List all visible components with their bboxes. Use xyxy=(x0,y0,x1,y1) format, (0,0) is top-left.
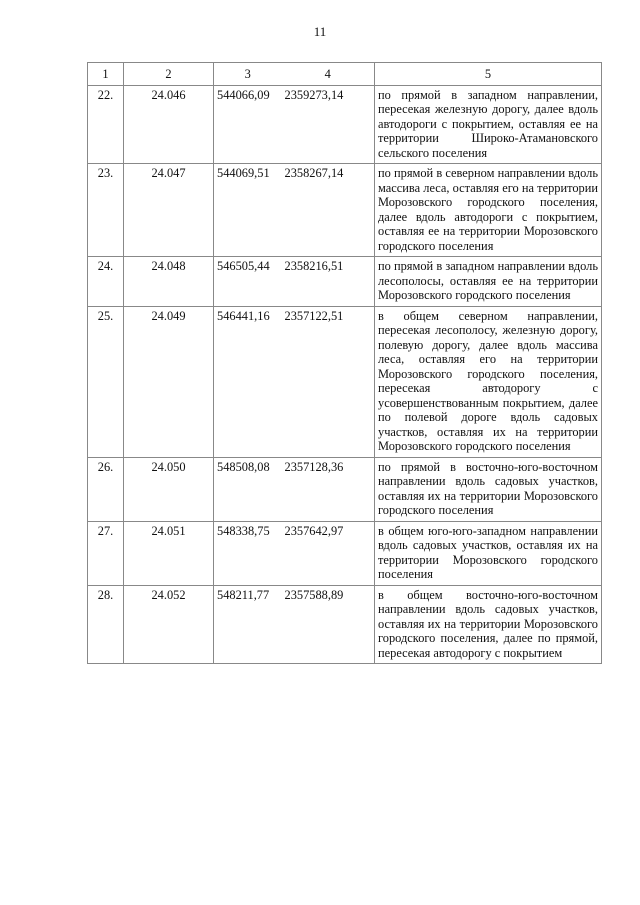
boundary-description: в общем северном направлении, пересекая лесополосу, железную дорогу, полевую дорогу, далее вдоль массива леса, оставляя его на территории Морозовского городского поселения, пересекая автодорогу с усовершенствованным покрытием, далее по полевой дороге вдоль садовых участков, оставляя их на территории Морозовского городского поселения xyxy=(375,306,602,457)
coord-y: 2357588,89 xyxy=(282,585,375,664)
row-number: 27. xyxy=(88,521,124,585)
boundary-description: в общем юго-юго-западном направлении вдоль садовых участков, оставляя их на территории Морозовского городского поселения xyxy=(375,521,602,585)
boundary-table xyxy=(87,62,602,664)
point-id: 24.050 xyxy=(124,457,214,521)
coord-y: 2358216,51 xyxy=(282,257,375,307)
header-col-1: 1 xyxy=(88,63,124,86)
header-col-5: 5 xyxy=(375,63,602,86)
point-id: 24.051 xyxy=(124,521,214,585)
coord-y: 2357128,36 xyxy=(282,457,375,521)
coord-x: 546441,16 xyxy=(214,306,282,457)
coord-x: 548338,75 xyxy=(214,521,282,585)
coord-x: 544066,09 xyxy=(214,85,282,164)
row-number: 28. xyxy=(88,585,124,664)
table-row xyxy=(88,585,602,664)
header-col-4: 4 xyxy=(282,63,375,86)
point-id: 24.046 xyxy=(124,85,214,164)
header-row xyxy=(88,63,602,86)
page-number: 11 xyxy=(313,24,327,39)
boundary-description: по прямой в западном направлении, пересекая железную дорогу, далее вдоль автодороги с покрытием, оставляя ее на территории Широко-Атамановского сельского поселения xyxy=(375,85,602,164)
boundary-description: по прямой в северном направлении вдоль массива леса, оставляя его на территории Морозовского городского поселения, далее вдоль автодороги с покрытием, оставляя ее на территории Морозовского городского поселения xyxy=(375,164,602,257)
table-row xyxy=(88,306,602,457)
boundary-description: по прямой в западном направлении вдоль лесополосы, оставляя ее на территории Морозовского городского поселения xyxy=(375,257,602,307)
coord-x: 546505,44 xyxy=(214,257,282,307)
coord-y: 2357642,97 xyxy=(282,521,375,585)
table-row xyxy=(88,85,602,164)
table-row xyxy=(88,521,602,585)
header-col-2: 2 xyxy=(124,63,214,86)
boundary-description: в общем восточно-юго-восточном направлении вдоль садовых участков, оставляя их на территории Морозовского городского поселения, далее по прямой, пересекая автодорогу с покрытием xyxy=(375,585,602,664)
row-number: 22. xyxy=(88,85,124,164)
point-id: 24.047 xyxy=(124,164,214,257)
coord-y: 2357122,51 xyxy=(282,306,375,457)
point-id: 24.048 xyxy=(124,257,214,307)
point-id: 24.049 xyxy=(124,306,214,457)
coord-x: 544069,51 xyxy=(214,164,282,257)
table-row xyxy=(88,164,602,257)
row-number: 23. xyxy=(88,164,124,257)
row-number: 25. xyxy=(88,306,124,457)
row-number: 26. xyxy=(88,457,124,521)
header-col-3: 3 xyxy=(214,63,282,86)
coord-x: 548508,08 xyxy=(214,457,282,521)
row-number: 24. xyxy=(88,257,124,307)
table-row xyxy=(88,257,602,307)
coord-y: 2359273,14 xyxy=(282,85,375,164)
point-id: 24.052 xyxy=(124,585,214,664)
coord-y: 2358267,14 xyxy=(282,164,375,257)
coord-x: 548211,77 xyxy=(214,585,282,664)
boundary-description: по прямой в восточно-юго-восточном направлении вдоль садовых участков, оставляя их на территории Морозовского городского поселения xyxy=(375,457,602,521)
table-row xyxy=(88,457,602,521)
